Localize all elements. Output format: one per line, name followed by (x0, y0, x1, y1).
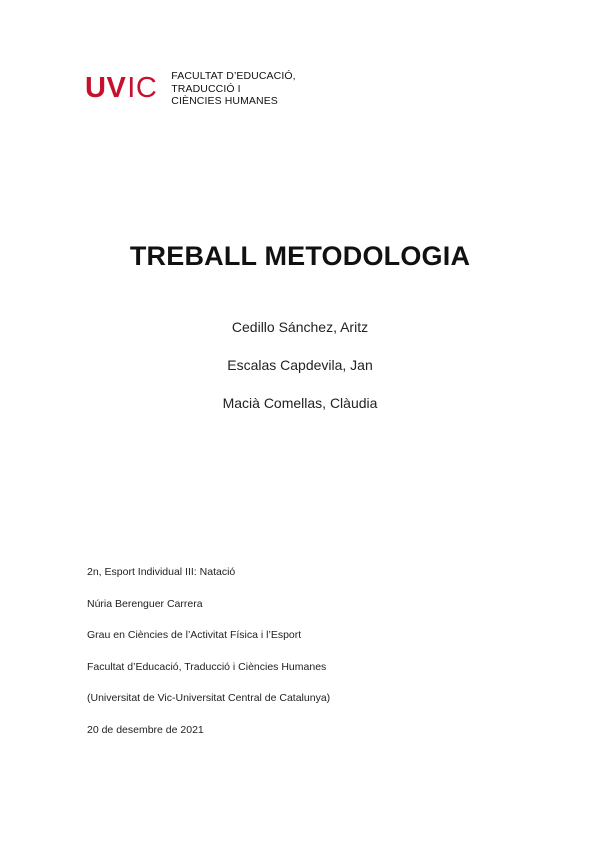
faculty-line: TRADUCCIÓ I (171, 82, 241, 95)
faculty-line: CIÈNCIES HUMANES (171, 95, 278, 107)
course-line: 2n, Esport Individual III: Natació (87, 566, 236, 578)
author-name: Cedillo Sánchez, Aritz (231, 319, 369, 335)
teacher-line: Núria Berenguer Carrera (87, 597, 203, 610)
faculty-name (171, 70, 295, 108)
author-name: Escalas Capdevila, Jan (227, 357, 373, 373)
author-name: Macià Comellas, Clàudia (222, 395, 378, 411)
logo-mark-uv: UV (85, 72, 127, 105)
faculty-line: FACULTAT D’EDUCACIÓ, (171, 70, 296, 82)
document-title: TREBALL METODOLOGIA (129, 241, 471, 271)
degree-line: Grau en Ciències de l’Activitat Física i l’Esport (87, 629, 302, 641)
faculty-line: Facultat d’Educació, Traducció i Ciències Humanes (87, 660, 327, 673)
logo-mark-ic: IC (127, 72, 158, 105)
university-line: (Universitat de Vic-Universitat Central de Catalunya) (87, 692, 331, 704)
author-list (0, 318, 600, 432)
uvic-logo (85, 70, 296, 108)
date-line: 20 de desembre de 2021 (87, 723, 204, 736)
document-details (87, 566, 330, 755)
uvic-logo-mark (85, 74, 157, 103)
